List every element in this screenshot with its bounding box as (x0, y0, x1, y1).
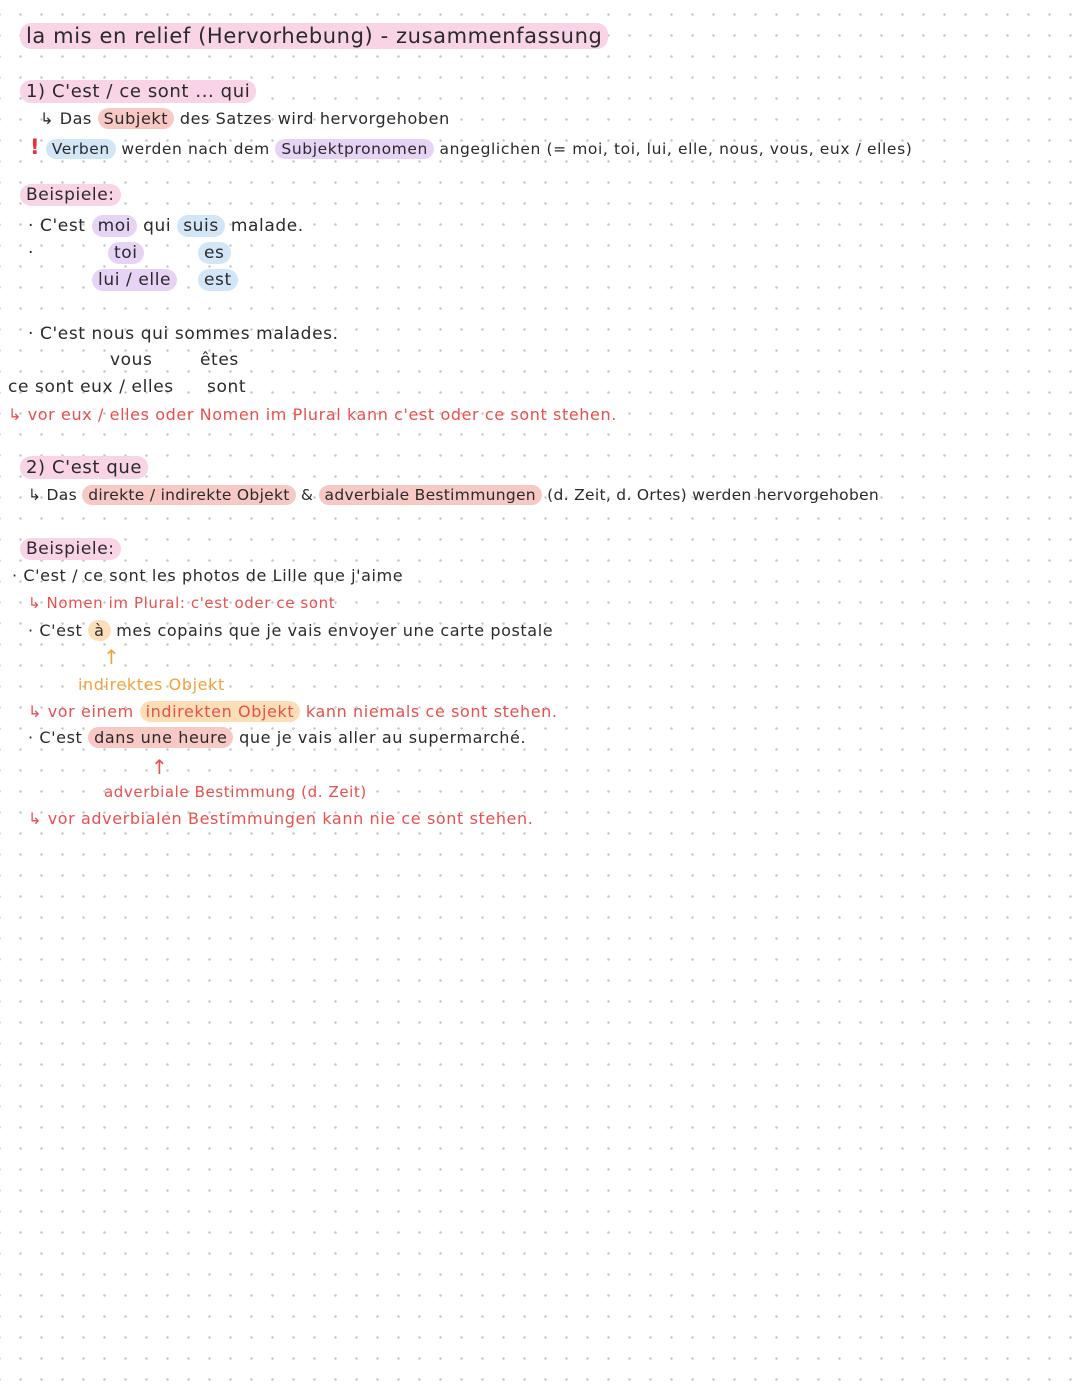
section-1-heading: 1) C'est / ce sont ... qui (20, 81, 256, 102)
highlight-a: à (88, 620, 110, 641)
bullet: · (28, 216, 35, 236)
example-1-toi: toi (108, 243, 144, 263)
title-text: la mis en relief (Hervorhebung) - zusammenfassung (20, 23, 608, 49)
up-arrow-icon-2: ↑ (151, 755, 169, 779)
highlight-adverbiale: adverbiale Bestimmungen (319, 485, 542, 505)
section-1-note-verbs: ! Verben werden nach dem Subjektpronomen angeglichen (= moi, toi, lui, elle, nous, vous, eux / elles) (30, 135, 913, 159)
example-1-line-1: · C'est moi qui suis malade. (28, 216, 304, 236)
highlight-dans-une-heure: dans une heure (88, 727, 233, 748)
section-2-rule-2: ↳ vor adverbialen Bestimmungen kann nie ce sont stehen. (28, 809, 534, 828)
example-1-es: es (198, 243, 231, 263)
highlight-verben: Verben (46, 139, 116, 159)
arrow-icon: ↳ (40, 109, 55, 128)
up-arrow-icon: ↑ (103, 645, 121, 669)
examples-label-2: Beispiele: (20, 539, 121, 559)
example-1-bullet-2: · (28, 243, 35, 263)
example-2-vous: vous (110, 350, 153, 370)
section-2-example-2: · C'est à mes copains que je vais envoyer une carte postale (28, 621, 554, 640)
section-1-note-subject: ↳ Das Subjekt des Satzes wird hervorgehoben (40, 109, 450, 128)
example-1-lui-elle: lui / elle (92, 270, 177, 290)
example-1-est: est (198, 270, 238, 290)
section-1-rule: ↳ vor eux / elles oder Nomen im Plural kann c'est oder ce sont stehen. (8, 405, 617, 424)
indirektes-objekt-label: indirektes Objekt (78, 675, 225, 694)
arrow-icon: ↳ (28, 486, 42, 504)
page-title (20, 24, 608, 48)
exclamation-icon: ! (30, 135, 41, 159)
example-2-ce-sont: ce sont eux / elles (8, 377, 174, 397)
example-2-sont: sont (207, 377, 247, 397)
section-2-rule-1: ↳ vor einem indirekten Objekt kann niemals ce sont stehen. (28, 702, 558, 721)
section-2-heading: 2) C'est que (20, 457, 148, 478)
highlight-objekt: direkte / indirekte Objekt (82, 485, 295, 505)
example-2-etes: êtes (200, 350, 239, 370)
example-2-line-1: · C'est nous qui sommes malades. (28, 324, 339, 344)
section-2-example-3: · C'est dans une heure que je vais aller au supermarché. (28, 728, 527, 747)
section-2-note: ↳ Das direkte / indirekte Objekt & adverbiale Bestimmungen (d. Zeit, d. Ortes) werden hervorgehoben (28, 486, 880, 504)
section-2-example-1: · C'est / ce sont les photos de Lille que j'aime (12, 566, 404, 585)
section-2-example-1-note: ↳ Nomen im Plural: c'est oder ce sont (28, 594, 336, 612)
highlight-subjektpronomen: Subjektpronomen (275, 139, 434, 159)
adverbiale-bestimmung-label: adverbiale Bestimmung (d. Zeit) (104, 783, 367, 801)
examples-label-1: Beispiele: (20, 185, 121, 205)
highlight-subjekt: Subjekt (98, 108, 174, 129)
